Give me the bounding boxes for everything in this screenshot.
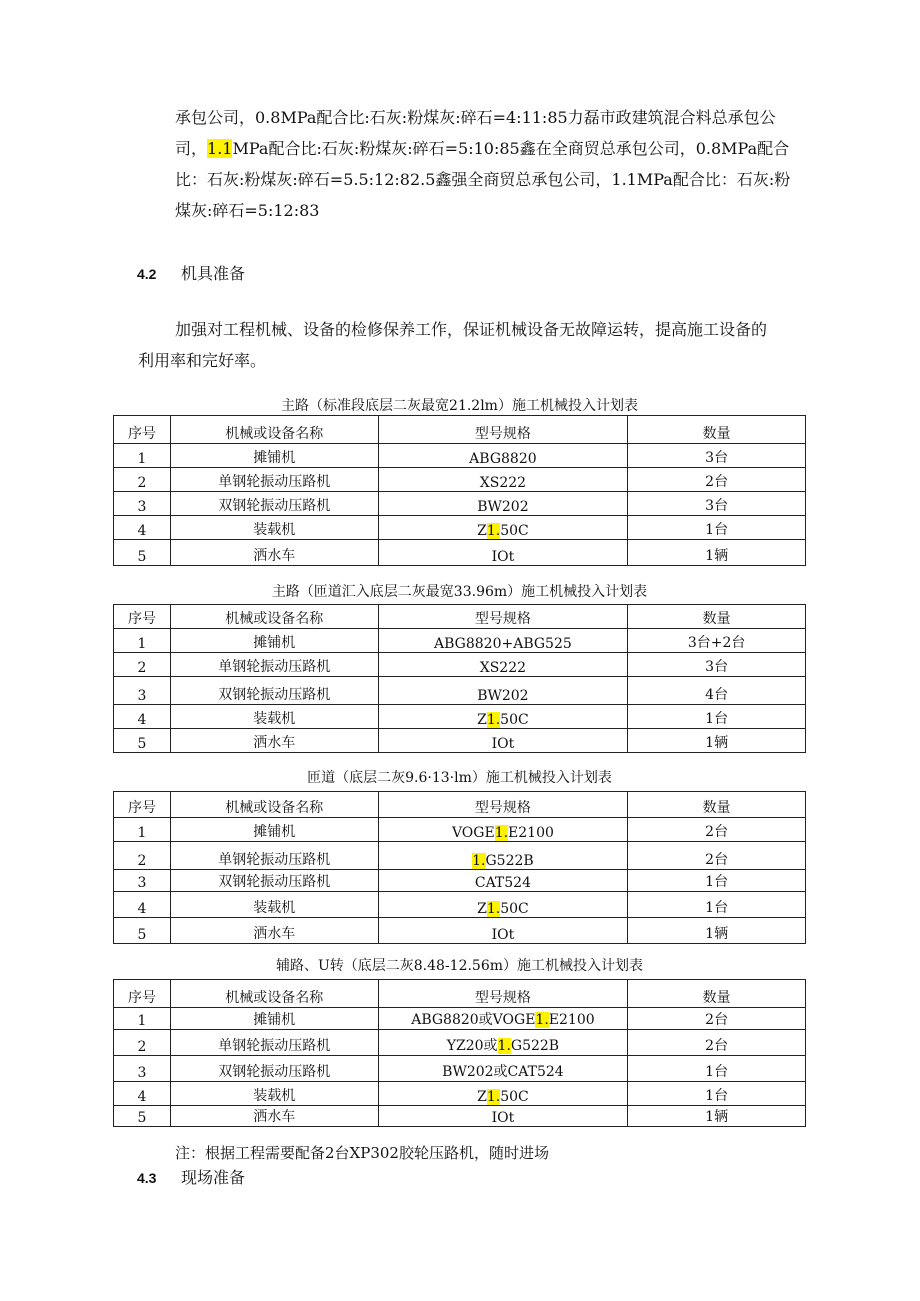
row-number-cell: 5 bbox=[114, 729, 171, 753]
table-header-row bbox=[114, 792, 806, 818]
section-number: 4.2 bbox=[137, 266, 157, 282]
model-cell bbox=[378, 892, 628, 918]
equipment-name-cell: 洒水车 bbox=[170, 540, 378, 566]
table-caption: 主路（匝道汇入底层二灰最宽33.96m）施工机械投入计划表 bbox=[271, 584, 648, 600]
text-run: IOt bbox=[491, 927, 515, 943]
text-run: MPa配合比:石灰:粉煤灰:碎石=5:10:85鑫在全商贸总承包公司，0.8MPa配合 bbox=[232, 139, 790, 158]
model-cell bbox=[378, 870, 628, 892]
quantity-cell: 1台 bbox=[628, 705, 806, 729]
text-run: XS222 bbox=[479, 475, 527, 491]
text-run: G522B bbox=[485, 853, 534, 869]
table-row bbox=[114, 842, 806, 870]
table-row bbox=[114, 1106, 806, 1127]
model-cell bbox=[378, 918, 628, 944]
table-row bbox=[114, 1056, 806, 1082]
table-row bbox=[114, 870, 806, 892]
header-cell: 机械或设备名称 bbox=[170, 416, 378, 444]
table-row bbox=[114, 677, 806, 705]
paragraph-line: 利用率和完好率。 bbox=[138, 351, 267, 370]
model-cell bbox=[378, 516, 628, 540]
equipment-name-cell: 洒水车 bbox=[170, 1106, 378, 1127]
equipment-name-cell: 装载机 bbox=[170, 516, 378, 540]
header-cell: 数量 bbox=[628, 792, 806, 818]
equipment-table bbox=[113, 415, 806, 566]
table-row bbox=[114, 629, 806, 653]
model-cell bbox=[378, 653, 628, 677]
model-cell bbox=[378, 729, 628, 753]
model-cell bbox=[378, 444, 628, 468]
quantity-cell: 2台 bbox=[628, 842, 806, 870]
model-cell bbox=[378, 1082, 628, 1106]
highlighted-text: 1. bbox=[486, 712, 501, 728]
equipment-name-cell: 双钢轮振动压路机 bbox=[170, 870, 378, 892]
equipment-name-cell: 单钢轮振动压路机 bbox=[170, 1030, 378, 1056]
table-caption: 辅路、U转（底层二灰8.48-12.56m）施工机械投入计划表 bbox=[275, 958, 644, 974]
text-run: IOt bbox=[491, 549, 515, 565]
text-run: BW202或CAT524 bbox=[442, 1064, 564, 1080]
text-run: YZ20或 bbox=[446, 1038, 498, 1054]
equipment-name-cell: 摊铺机 bbox=[170, 1008, 378, 1030]
row-number-cell: 1 bbox=[114, 818, 171, 842]
equipment-name-cell: 双钢轮振动压路机 bbox=[170, 1056, 378, 1082]
row-number-cell: 3 bbox=[114, 1056, 171, 1082]
text-run: 承包公司，0.8MPa配合比:石灰:粉煤灰:碎石=4:11:85力磊市政建筑混合料总承包公 bbox=[175, 108, 776, 127]
table-row bbox=[114, 1082, 806, 1106]
row-number-cell: 2 bbox=[114, 842, 171, 870]
quantity-cell: 1辆 bbox=[628, 540, 806, 566]
equipment-name-cell: 双钢轮振动压路机 bbox=[170, 677, 378, 705]
text-run: Z bbox=[477, 901, 487, 917]
equipment-name-cell: 单钢轮振动压路机 bbox=[170, 653, 378, 677]
table-row bbox=[114, 1030, 806, 1056]
row-number-cell: 1 bbox=[114, 444, 171, 468]
table-row bbox=[114, 729, 806, 753]
model-cell bbox=[378, 677, 628, 705]
text-run: ABG8820或VOGE bbox=[411, 1012, 536, 1028]
row-number-cell: 3 bbox=[114, 870, 171, 892]
text-run: ABG8820+ABG525 bbox=[434, 636, 572, 652]
table-note: 注：根据工程需要配备2台XP302胶轮压路机，随时进场 bbox=[175, 1144, 549, 1162]
row-number-cell: 3 bbox=[114, 677, 171, 705]
equipment-table bbox=[113, 979, 806, 1127]
text-run: 司， bbox=[175, 139, 208, 158]
highlighted-text: 1.1 bbox=[207, 139, 233, 158]
equipment-table bbox=[113, 791, 806, 944]
quantity-cell: 2台 bbox=[628, 818, 806, 842]
equipment-name-cell: 单钢轮振动压路机 bbox=[170, 468, 378, 492]
text-run: E2100 bbox=[548, 1012, 595, 1028]
row-number-cell: 1 bbox=[114, 629, 171, 653]
text-run: 煤灰:碎石=5:12:83 bbox=[175, 201, 320, 220]
quantity-cell: 1台 bbox=[628, 1056, 806, 1082]
text-run: Z bbox=[477, 1089, 487, 1105]
header-cell: 数量 bbox=[628, 980, 806, 1008]
model-cell bbox=[378, 1056, 628, 1082]
text-run: 50C bbox=[500, 712, 529, 728]
header-cell: 型号规格 bbox=[378, 416, 628, 444]
model-cell bbox=[378, 492, 628, 516]
section-title: 机具准备 bbox=[181, 264, 246, 283]
model-cell bbox=[378, 468, 628, 492]
text-run: VOGE bbox=[451, 825, 495, 841]
table-row bbox=[114, 444, 806, 468]
equipment-name-cell: 装载机 bbox=[170, 1082, 378, 1106]
header-cell: 序号 bbox=[114, 792, 171, 818]
equipment-name-cell: 摊铺机 bbox=[170, 444, 378, 468]
quantity-cell: 3台+2台 bbox=[628, 629, 806, 653]
highlighted-text: 1. bbox=[486, 523, 501, 539]
header-cell: 型号规格 bbox=[378, 605, 628, 629]
text-run: ABG8820 bbox=[469, 451, 537, 467]
table-row bbox=[114, 540, 806, 566]
text-run: BW202 bbox=[477, 499, 529, 515]
quantity-cell: 1辆 bbox=[628, 918, 806, 944]
text-run: 比：石灰:粉煤灰:碎石=5.5:12:82.5鑫强全商贸总承包公司，1.1MPa配合比：石灰:粉 bbox=[175, 170, 791, 189]
table-header-row bbox=[114, 605, 806, 629]
equipment-name-cell: 洒水车 bbox=[170, 918, 378, 944]
row-number-cell: 5 bbox=[114, 540, 171, 566]
quantity-cell: 3台 bbox=[628, 492, 806, 516]
quantity-cell: 3台 bbox=[628, 444, 806, 468]
row-number-cell: 3 bbox=[114, 492, 171, 516]
row-number-cell: 4 bbox=[114, 1082, 171, 1106]
text-run: CAT524 bbox=[474, 875, 531, 891]
header-cell: 序号 bbox=[114, 416, 171, 444]
model-cell bbox=[378, 629, 628, 653]
highlighted-text: 1. bbox=[494, 825, 509, 841]
text-run: IOt bbox=[491, 1110, 515, 1126]
equipment-name-cell: 摊铺机 bbox=[170, 629, 378, 653]
header-cell: 机械或设备名称 bbox=[170, 605, 378, 629]
quantity-cell: 1台 bbox=[628, 516, 806, 540]
row-number-cell: 2 bbox=[114, 1030, 171, 1056]
table-caption: 匝道（底层二灰9.6·13·lm）施工机械投入计划表 bbox=[307, 770, 612, 786]
header-cell: 型号规格 bbox=[378, 980, 628, 1008]
equipment-name-cell: 双钢轮振动压路机 bbox=[170, 492, 378, 516]
quantity-cell: 1台 bbox=[628, 892, 806, 918]
model-cell bbox=[378, 1106, 628, 1127]
paragraph-line bbox=[175, 133, 815, 164]
model-cell bbox=[378, 1030, 628, 1056]
quantity-cell: 1辆 bbox=[628, 1106, 806, 1127]
highlighted-text: 1. bbox=[472, 853, 486, 869]
section-heading-4-3 bbox=[137, 1165, 245, 1188]
text-run: Z bbox=[477, 523, 487, 539]
row-number-cell: 2 bbox=[114, 468, 171, 492]
table-row bbox=[114, 818, 806, 842]
section-number: 4.3 bbox=[137, 1170, 157, 1186]
text-run: G522B bbox=[510, 1038, 560, 1054]
equipment-name-cell: 装载机 bbox=[170, 705, 378, 729]
model-cell bbox=[378, 842, 628, 870]
quantity-cell: 1台 bbox=[628, 1082, 806, 1106]
model-cell bbox=[378, 705, 628, 729]
table-header-row bbox=[114, 416, 806, 444]
highlighted-text: 1. bbox=[497, 1038, 511, 1054]
quantity-cell: 4台 bbox=[628, 677, 806, 705]
table-row bbox=[114, 892, 806, 918]
table-row bbox=[114, 705, 806, 729]
model-cell bbox=[378, 818, 628, 842]
header-cell: 机械或设备名称 bbox=[170, 980, 378, 1008]
text-run: IOt bbox=[491, 736, 515, 752]
text-run: E2100 bbox=[508, 825, 554, 841]
header-cell: 机械或设备名称 bbox=[170, 792, 378, 818]
model-cell bbox=[378, 540, 628, 566]
header-cell: 数量 bbox=[628, 416, 806, 444]
header-cell: 型号规格 bbox=[378, 792, 628, 818]
table-row bbox=[114, 653, 806, 677]
equipment-name-cell: 摊铺机 bbox=[170, 818, 378, 842]
section-heading-4-2 bbox=[137, 261, 245, 284]
quantity-cell: 2台 bbox=[628, 1008, 806, 1030]
quantity-cell: 2台 bbox=[628, 468, 806, 492]
intro-paragraph bbox=[175, 102, 815, 226]
row-number-cell: 5 bbox=[114, 1106, 171, 1127]
text-run: XS222 bbox=[479, 660, 527, 676]
text-run: 50C bbox=[500, 523, 529, 539]
highlighted-text: 1. bbox=[486, 901, 501, 917]
quantity-cell: 1台 bbox=[628, 870, 806, 892]
header-cell: 序号 bbox=[114, 980, 171, 1008]
table-caption: 主路（标准段底层二灰最宽21.2lm）施工机械投入计划表 bbox=[281, 398, 638, 414]
row-number-cell: 4 bbox=[114, 705, 171, 729]
table-header-row bbox=[114, 980, 806, 1008]
equipment-name-cell: 单钢轮振动压路机 bbox=[170, 842, 378, 870]
table-row bbox=[114, 468, 806, 492]
paragraph-line: 加强对工程机械、设备的检修保养工作，保证机械设备无故障运转，提高施工设备的 bbox=[175, 320, 768, 339]
header-cell: 序号 bbox=[114, 605, 171, 629]
table-row bbox=[114, 492, 806, 516]
highlighted-text: 1. bbox=[486, 1089, 501, 1105]
text-run: BW202 bbox=[477, 688, 529, 704]
section-title: 现场准备 bbox=[181, 1168, 246, 1187]
table-row bbox=[114, 918, 806, 944]
model-cell bbox=[378, 1008, 628, 1030]
equipment-table bbox=[113, 604, 806, 753]
paragraph-line bbox=[175, 102, 815, 133]
highlighted-text: 1. bbox=[535, 1012, 549, 1028]
row-number-cell: 1 bbox=[114, 1008, 171, 1030]
equipment-paragraph bbox=[138, 314, 815, 376]
quantity-cell: 2台 bbox=[628, 1030, 806, 1056]
text-run: 50C bbox=[500, 1089, 529, 1105]
row-number-cell: 4 bbox=[114, 892, 171, 918]
quantity-cell: 3台 bbox=[628, 653, 806, 677]
table-row bbox=[114, 516, 806, 540]
equipment-name-cell: 装载机 bbox=[170, 892, 378, 918]
text-run: 50C bbox=[500, 901, 529, 917]
equipment-name-cell: 洒水车 bbox=[170, 729, 378, 753]
row-number-cell: 2 bbox=[114, 653, 171, 677]
paragraph-line bbox=[175, 164, 815, 195]
header-cell: 数量 bbox=[628, 605, 806, 629]
row-number-cell: 5 bbox=[114, 918, 171, 944]
quantity-cell: 1辆 bbox=[628, 729, 806, 753]
paragraph-line bbox=[175, 195, 815, 226]
row-number-cell: 4 bbox=[114, 516, 171, 540]
table-row bbox=[114, 1008, 806, 1030]
text-run: Z bbox=[477, 712, 487, 728]
